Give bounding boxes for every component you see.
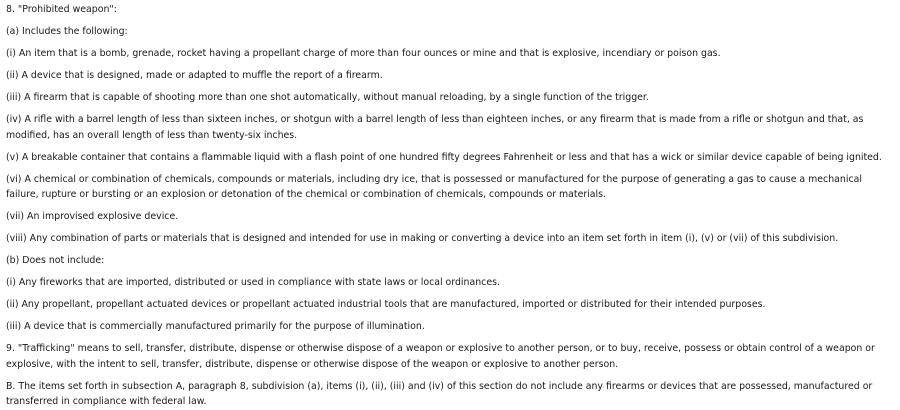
paragraph-9-trafficking: 9. "Trafficking" means to sell, transfer, distribute, dispense or otherwise dispose of a weapon or explosive to another person, or to buy, receive, possess or obtain control of a weapon or explosive, with the intent to sell, transfer, distribute, dispense or otherwise dispose of the weapon or explosive to another person.: [6, 343, 875, 370]
item-b-i: (i) Any fireworks that are imported, distributed or used in compliance with state laws or local ordinances.: [6, 277, 500, 288]
subdivision-a-heading: (a) Includes the following:: [6, 26, 128, 37]
paragraph-8-heading: 8. "Prohibited weapon":: [6, 4, 117, 15]
subsection-b: B. The items set forth in subsection A, paragraph 8, subdivision (a), items (i), (ii), (iii) and (iv) of this section do not include any firearms or devices that are possessed, manufactured or transferred in compliance with federal law.: [6, 380, 873, 407]
subdivision-b-heading: (b) Does not include:: [6, 255, 105, 266]
item-a-ii: (ii) A device that is designed, made or adapted to muffle the report of a firearm.: [6, 70, 383, 81]
item-a-viii: (viii) Any combination of parts or materials that is designed and intended for use in making or converting a device into an item set forth in item (i), (v) or (vii) of this subdivision.: [6, 233, 839, 244]
item-a-iii: (iii) A firearm that is capable of shooting more than one shot automatically, without manual reloading, by a single function of the trigger.: [6, 92, 649, 103]
item-a-iv: (iv) A rifle with a barrel length of less than sixteen inches, or shotgun with a barrel length of less than eighteen inches, or any firearm that is made from a rifle or shotgun and that, as modified, has an overall length of less than twenty-six inches.: [6, 114, 864, 141]
item-a-vii: (vii) An improvised explosive device.: [6, 211, 179, 222]
item-b-iii: (iii) A device that is commercially manufactured primarily for the purpose of illumination.: [6, 321, 425, 332]
item-b-ii: (ii) Any propellant, propellant actuated devices or propellant actuated industrial tools that are manufactured, imported or distributed for their intended purposes.: [6, 299, 766, 310]
item-a-i: (i) An item that is a bomb, grenade, rocket having a propellant charge of more than four ounces or mine and that is explosive, incendiary or poison gas.: [6, 48, 721, 59]
item-a-v: (v) A breakable container that contains a flammable liquid with a flash point of one hundred fifty degrees Fahrenheit or less and that has a wick or similar device capable of being ignited.: [6, 151, 882, 163]
item-a-vi: (vi) A chemical or combination of chemicals, compounds or materials, including dry ice, that is possessed or manufactured for the purpose of generating a gas to cause a mechanical failure, rupture or bursting or an explosion or detonation of the chemical or combination of chemicals, compounds or materials.: [6, 173, 862, 200]
